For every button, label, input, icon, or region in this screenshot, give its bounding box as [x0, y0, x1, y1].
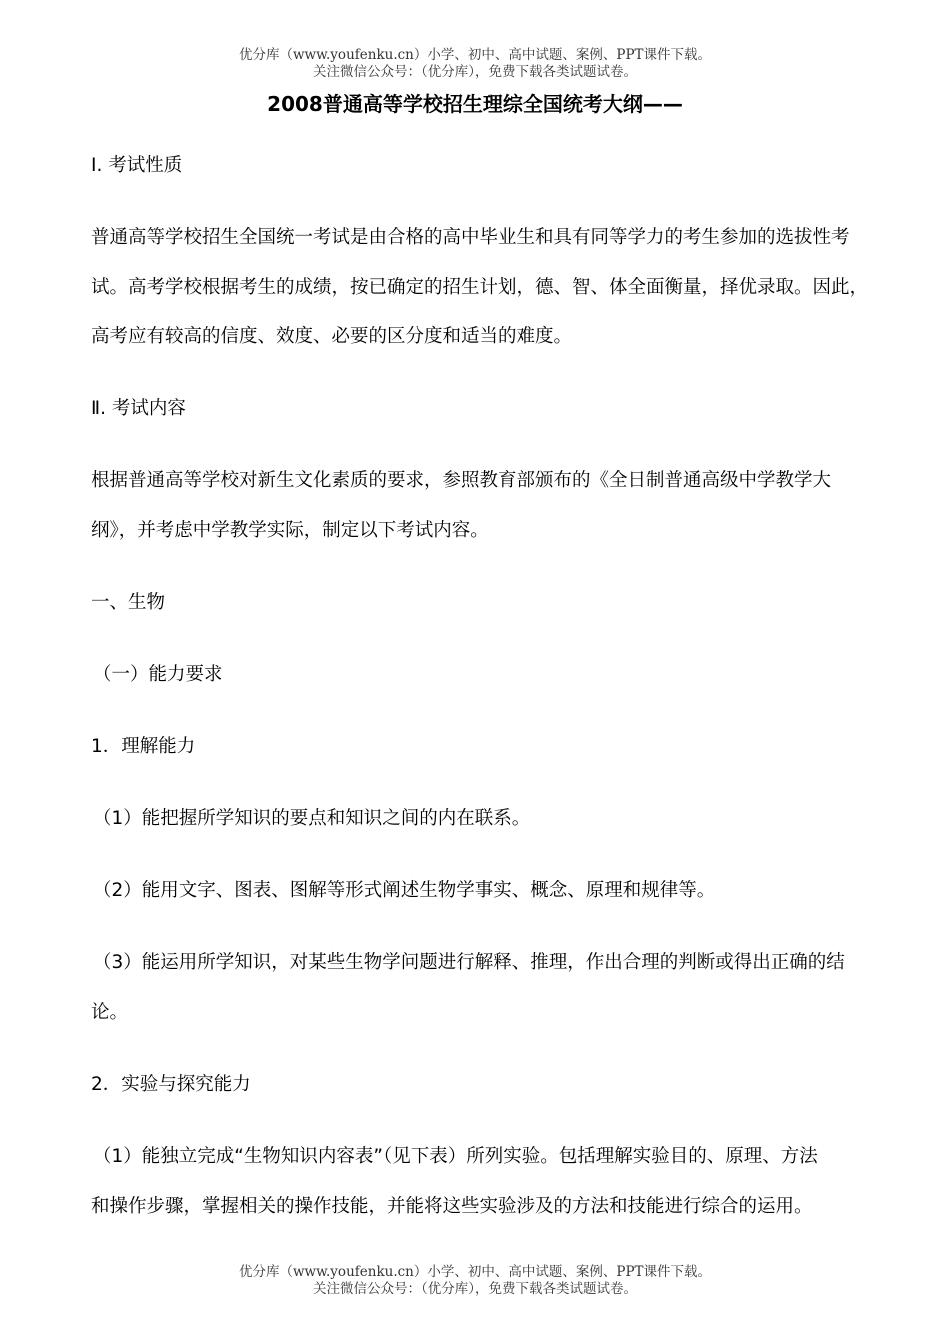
- item2-point-1-line-1: （1）能独立完成“生物知识内容表”（见下表）所列实验。包括理解实验目的、原理、方法: [93, 1146, 818, 1167]
- ability-heading: （一）能力要求: [93, 664, 223, 685]
- item1-point-2: （2）能用文字、图表、图解等形式阐述生物学事实、概念、原理和规律等。: [93, 880, 716, 901]
- section2-paragraph-line-2: 纲》，并考虑中学教学实际，制定以下考试内容。: [91, 520, 489, 541]
- item1-point-3-line-2: 论。: [91, 1002, 129, 1023]
- section1-paragraph-line-3: 高考应有较高的信度、效度、必要的区分度和适当的难度。: [91, 326, 573, 347]
- item1-point-1: （1）能把握所学知识的要点和知识之间的内在联系。: [93, 808, 531, 829]
- section1-paragraph-line-1: 普通高等学校招生全国统一考试是由合格的高中毕业生和具有同等学力的考生参加的选拔性考: [91, 227, 850, 248]
- footer-line-1: 优分库（www.youfenku.cn）小学、初中、高中试题、案例、PPT课件下载。: [238, 1264, 712, 1280]
- section2-heading: Ⅱ. 考试内容: [91, 398, 186, 419]
- header-line-2: 关注微信公众号：（优分库），免费下载各类试题试卷。: [313, 64, 637, 80]
- subject-heading: 一、生物: [91, 592, 166, 613]
- section1-heading: Ⅰ. 考试性质: [91, 155, 183, 176]
- item2-heading: 2．实验与探究能力: [91, 1074, 251, 1095]
- section2-paragraph-line-1: 根据普通高等学校对新生文化素质的要求，参照教育部颁布的《全日制普通高级中学教学大: [91, 470, 832, 491]
- footer-line-2: 关注微信公众号：（优分库），免费下载各类试题试卷。: [313, 1281, 637, 1297]
- section1-paragraph-line-2: 试。高考学校根据考生的成绩，按已确定的招生计划，德、智、体全面衡量，择优录取。因此，: [91, 277, 869, 298]
- header-line-1: 优分库（www.youfenku.cn）小学、初中、高中试题、案例、PPT课件下载。: [238, 47, 712, 63]
- item1-point-3-line-1: （3）能运用所学知识，对某些生物学问题进行解释、推理，作出合理的判断或得出正确的结: [93, 952, 845, 973]
- item1-heading: 1．理解能力: [91, 736, 196, 757]
- document-title: 2008普通高等学校招生理综全国统考大纲——: [267, 92, 683, 116]
- item2-point-1-line-2: 和操作步骤，掌握相关的操作技能，并能将这些实验涉及的方法和技能进行综合的运用。: [91, 1196, 813, 1217]
